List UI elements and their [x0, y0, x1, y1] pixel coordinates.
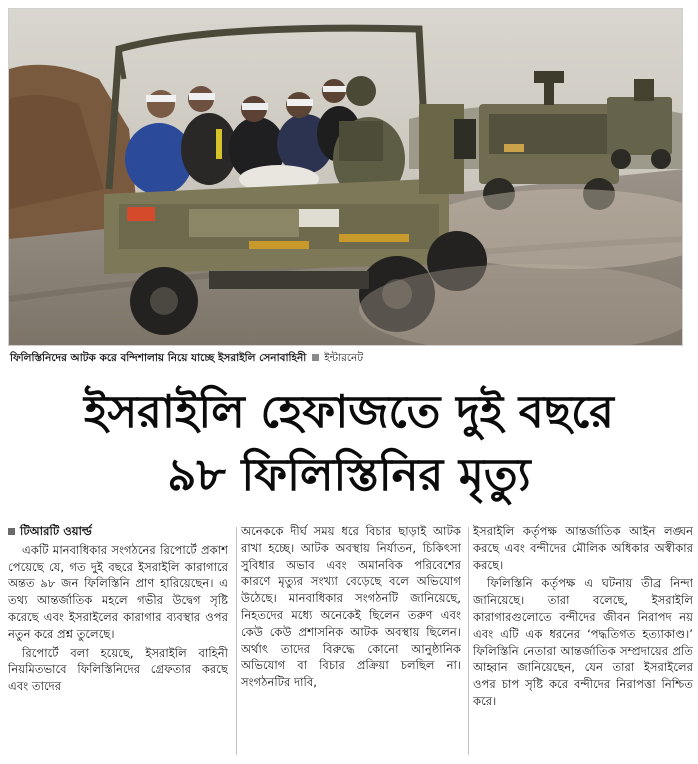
dateline — [8, 523, 228, 540]
headline-line-1: ইসরাইলি হেফাজতে দুই বছরে — [84, 385, 614, 438]
caption-credit: ইন্টারনেট — [324, 352, 364, 364]
paragraph: একটি মানবাধিকার সংগঠনের রিপোর্টে প্রকাশ পেয়েছে যে, গত দুই বছরে ইসরাইলি কারাগারে অন্তত ৯৮ জন ফিলিস্তিনি প্রাণ হারিয়েছেন। এ তথ্য আন্তর্জাতিক মহলে গভীর উদ্বেগ সৃষ্টি করেছে এবং ইসরাইলের কারাগার ব্যবস্থার ওপর নতুন করে প্রশ্ন তুলেছে। — [8, 542, 228, 641]
news-photo — [8, 8, 683, 346]
headline — [0, 380, 698, 506]
dateline-text: টিআরটি ওয়ার্ল্ড — [20, 524, 92, 538]
article-body — [8, 523, 692, 759]
square-bullet-icon — [8, 528, 15, 535]
photo-vehicles-detainees — [9, 9, 683, 346]
paragraph: ফিলিস্তিনি কর্তৃপক্ষ এ ঘটনায় তীব্র নিন্দা জানিয়েছে। তারা বলেছে, ইসরাইলি কারাগারগুলোতে বন্দীদের জীবন নিরাপদ নয় এবং এটি এক ধরনের ‘পদ্ধতিগত হত্যাকাণ্ড।’ ফিলিস্তিনি নেতারা আন্তর্জাতিক সম্প্রদায়ের প্রতি আহ্বান জানিয়েছেন, যেন তারা ইসরাইলের ওপর চাপ সৃষ্টি করে বন্দীদের নিরাপত্তা নিশ্চিত করে। — [473, 576, 693, 708]
photo-caption — [10, 349, 685, 367]
article-column-1 — [8, 523, 228, 759]
paragraph: অনেককে দীর্ঘ সময় ধরে বিচার ছাড়াই আটক রাখা হচ্ছে। আটক অবস্থায় নির্যাতন, চিকিৎসা সুবিধার অভাব এবং অমানবিক পরিবেশের কারণে মৃত্যুর সংখ্যা বেড়েছে বলে অভিযোগ উঠেছে। মানবাধিকার সংগঠনটি জানিয়েছে, নিহতদের মধ্যে অনেকেই ছিলেন তরুণ এবং কেউ কেউ প্রশাসনিক আটক অবস্থায় ছিলেন। অর্থাৎ তাদের বিরুদ্ধে কোনো আনুষ্ঠানিক অভিযোগ বা বিচার প্রক্রিয়া চলছিল না। সংগঠনটির দাবি, — [241, 524, 461, 690]
article-column-2 — [241, 523, 461, 759]
headline-line-2: ৯৮ ফিলিস্তিনির মৃত্যু — [167, 448, 531, 501]
caption-text: ফিলিস্তিনিদের আটক করে বন্দিশালায় নিয়ে যাচ্ছে ইসরাইলি সেনাবাহিনী — [10, 352, 307, 364]
paragraph: রিপোর্টে বলা হয়েছে, ইসরাইলি বাহিনী নিয়মিতভাবে ফিলিস্তিনিদের গ্রেফতার করছে এবং তাদের — [8, 645, 228, 694]
article-column-3 — [473, 523, 693, 759]
paragraph: ইসরাইলি কর্তৃপক্ষ আন্তর্জাতিক আইন লঙ্ঘন করছে এবং বন্দীদের মৌলিক অধিকার অস্বীকার করছে। — [473, 524, 693, 572]
caption-separator-icon — [312, 354, 319, 361]
